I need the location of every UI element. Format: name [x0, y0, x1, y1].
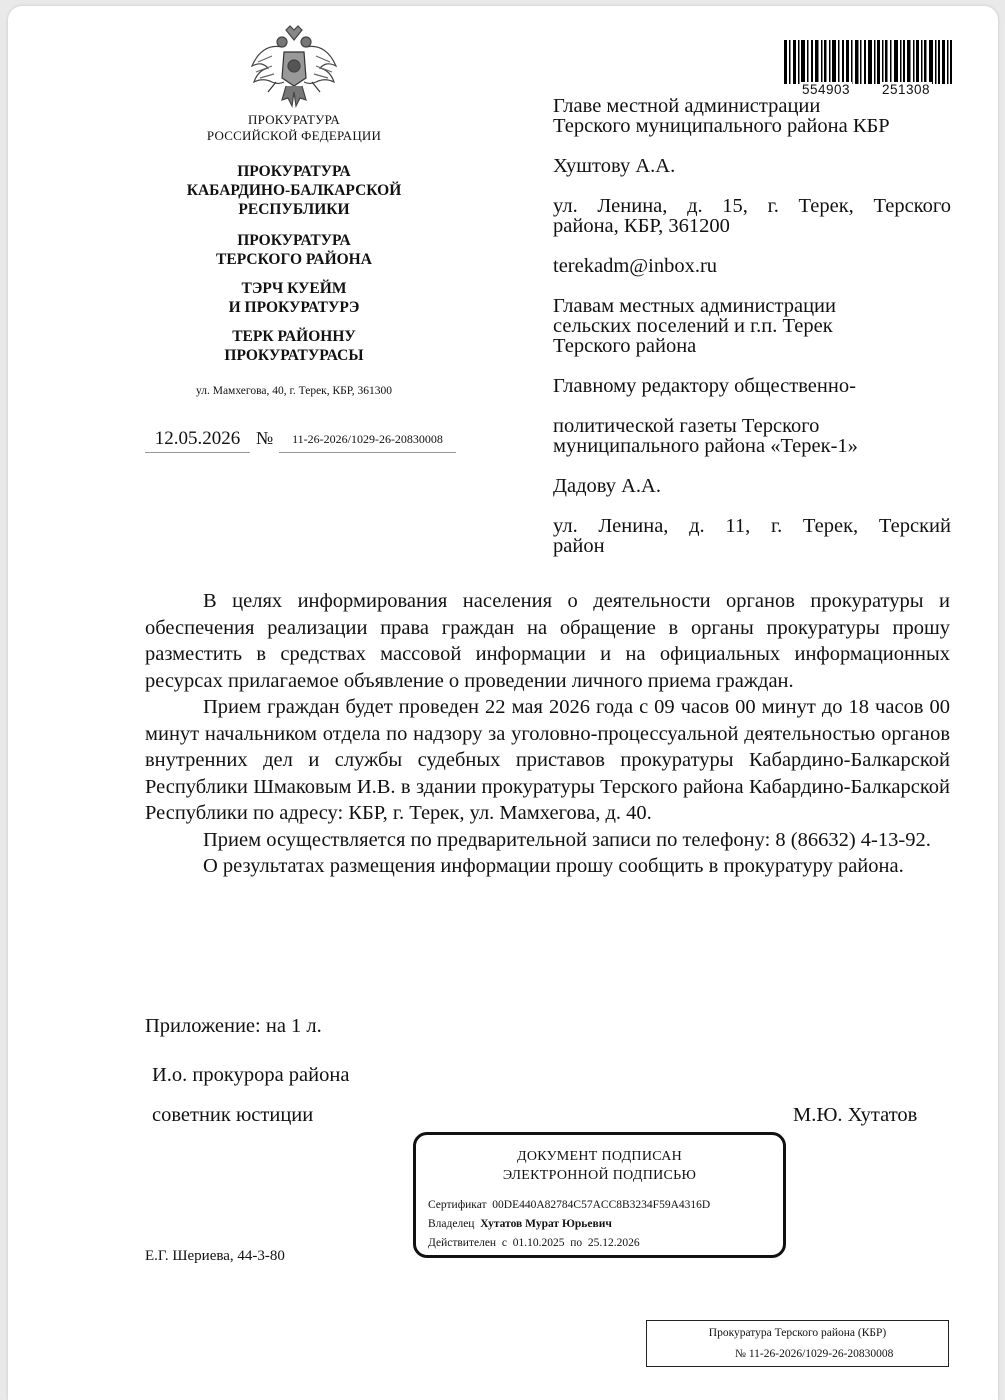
recipient-1-address-line-1: ул. Ленина, д. 15, г. Терек, Терского [553, 195, 951, 217]
e-signature-stamp [413, 1132, 786, 1258]
outgoing-date: 12.05.2026 [145, 428, 250, 453]
registration-box [646, 1320, 949, 1367]
org-federal-line-2: РОССИЙСКОЙ ФЕДЕРАЦИИ [206, 128, 382, 143]
russian-double-headed-eagle-icon [248, 22, 340, 112]
recipient-2-line-3: Терского района [553, 335, 697, 357]
org-balkar-line-1: ТЕРК РАЙОННУ [232, 328, 356, 345]
stamp-title-2: ЭЛЕКТРОННОЙ ПОДПИСЬЮ [502, 1168, 697, 1183]
recipient-1-address-line-2: района, КБР, 361200 [553, 215, 730, 237]
signer-name: М.Ю. Хутатов [793, 1104, 918, 1126]
barcode-number-left: 554903 [802, 82, 851, 97]
signer-position-1: И.о. прокурора района [152, 1064, 350, 1086]
org-district-line-1: ПРОКУРАТУРА [237, 232, 351, 249]
stamp-validity: Действителен с 01.10.2025 по 25.12.2026 [428, 1237, 640, 1249]
recipient-3-name: Дадову А.А. [553, 475, 661, 497]
registration-org: Прокуратура Терского района (КБР) [708, 1327, 887, 1339]
recipient-3-line-3: муниципального района «Терек-1» [553, 435, 858, 457]
signer-position-2: советник юстиции [152, 1104, 314, 1126]
body-paragraph-4: О результатах размещения информации прошу сообщить в прокуратуру района. [203, 855, 904, 877]
recipient-1-email: terekadm@inbox.ru [553, 255, 718, 277]
body-paragraph-2: Прием граждан будет проведен 22 мая 2026 года с 09 часов 00 минут до 18 часов 00 минут начальником отдела по надзору за уголовно-процессуальной деятельностью органов внутренних дел и службы судебных приставов прокуратуры Кабардино-Балкарской Республики Шмаковым И.В. в здании прокуратуры Терского района Кабардино-Балкарской Республики по адресу: КБР, г. Терек, ул. Мамхегова, д. 40. [145, 696, 950, 824]
body-paragraph-3: Прием осуществляется по предварительной записи по телефону: 8 (86632) 4-13-92. [203, 828, 931, 851]
attachment-note: Приложение: на 1 л. [145, 1015, 322, 1037]
outgoing-number: 11-26-2026/1029-26-20830008 [279, 432, 456, 453]
registration-number: № 11-26-2026/1029-26-20830008 [735, 1348, 894, 1360]
stamp-certificate: Сертификат 00DE440A82784C57ACC8B3234F59A4316D [428, 1199, 711, 1211]
recipient-3-line-2: политической газеты Терского [553, 415, 820, 437]
barcode-icon [784, 40, 952, 84]
recipient-1-name: Хуштову А.А. [553, 155, 676, 177]
recipient-1-line-2: Терского муниципального района КБР [553, 115, 890, 137]
org-district-line-2: ТЕРСКОГО РАЙОНА [216, 251, 372, 268]
stamp-owner: Владелец Хутатов Мурат Юрьевич [428, 1218, 612, 1230]
number-sign: № [256, 428, 274, 448]
executor-contact: Е.Г. Шериева, 44-3-80 [145, 1248, 285, 1264]
barcode-number-right: 251308 [882, 82, 931, 97]
org-kabardian-line-2: И ПРОКУРАТУРЭ [228, 299, 360, 316]
recipient-3-line-1: Главному редактору общественно- [553, 375, 856, 397]
org-republic-line-1: ПРОКУРАТУРА [237, 163, 351, 180]
recipient-2-line-1: Главам местных администрации [553, 295, 836, 317]
org-kabardian-line-1: ТЭРЧ КУЕЙМ [241, 280, 347, 297]
org-balkar-line-2: ПРОКУРАТУРАСЫ [224, 347, 364, 364]
recipient-3-address-line-2: район [553, 535, 605, 557]
org-federal-line-1: ПРОКУРАТУРА [248, 112, 340, 127]
body-paragraph-1: В целях информирования населения о деятельности органов прокуратуры и обеспечения реализации права граждан на обращение в органы прокуратуры прошу разместить в средствах массовой информации и на официальных информационных ресурсах прилагаемое объявление о проведении личного приема граждан. [145, 590, 950, 692]
recipient-3-address-line-1: ул. Ленина, д. 11, г. Терек, Терский [553, 515, 951, 537]
recipient-1-line-1: Главе местной администрации [553, 95, 821, 117]
recipient-2-line-2: сельских поселений и г.п. Терек [553, 315, 833, 337]
sender-address: ул. Мамхегова, 40, г. Терек, КБР, 361300 [195, 385, 392, 397]
org-republic-line-2: КАБАРДИНО-БАЛКАРСКОЙ [186, 182, 402, 199]
org-republic-line-3: РЕСПУБЛИКИ [238, 201, 350, 218]
letter-body [145, 588, 950, 880]
stamp-title-1: ДОКУМЕНТ ПОДПИСАН [516, 1149, 683, 1164]
